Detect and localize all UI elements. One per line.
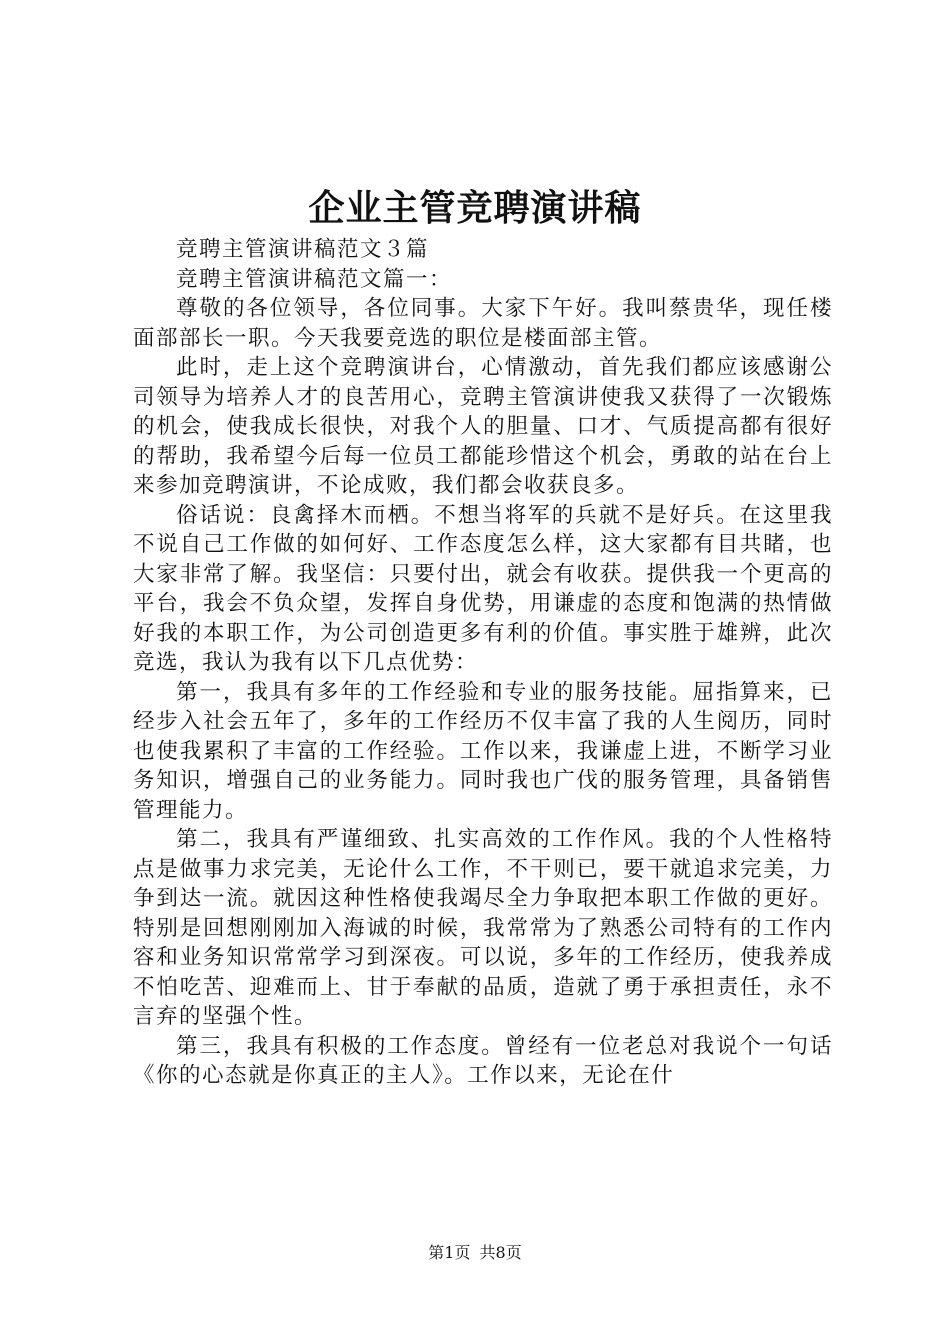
document-body xyxy=(133,235,833,1091)
paragraph-first-point: 第一，我具有多年的工作经验和专业的服务技能。屈指算来，已经步入社会五年了，多年的工作经历不仅丰富了我的人生阅历，同时也使我累积了丰富的工作经验。工作以来，我谦虚上进，不断学习业务知识，增强自己的业务能力。同时我也广伐的服务管理，具备销售管理能力。 xyxy=(133,679,833,823)
paragraph-opening: 此时，走上这个竞聘演讲台，心情激动，首先我们都应该感谢公司领导为培养人才的良苦用心，竞聘主管演讲使我又获得了一次锻炼的机会，使我成长很快，对我个人的胆量、口才、气质提高都有很好的帮助，我希望今后每一位员工都能珍惜这个机会，勇敢的站在台上来参加竞聘演讲，不论成败，我们都会收获良多。 xyxy=(133,355,833,498)
page-number: 第1页 xyxy=(428,1243,471,1262)
paragraph-proverb: 俗话说：良禽择木而栖。不想当将军的兵就不是好兵。在这里我不说自己工作做的如何好、工作态度怎么样，这大家都有目共睹，也大家非常了解。我坚信：只要付出，就会有收获。提供我一个更高的平台，我会不负众望，发挥自身优势，用谦虚的态度和饱满的热情做好我的本职工作，为公司创造更多有利的价值。事实胜于雄辨，此次竞选，我认为我有以下几点优势： xyxy=(133,502,833,675)
paragraph-subtitle: 竞聘主管演讲稿范文３篇 xyxy=(176,237,430,262)
paragraph-greeting: 尊敬的各位领导，各位同事。大家下午好。我叫蔡贵华，现任楼面部部长一职。今天我要竞选的职位是楼面部主管。 xyxy=(133,296,833,351)
paragraph-second-point: 第二，我具有严谨细致、扎实高效的工作作风。我的个人性格特点是做事力求完美，无论什么工作，不干则已，要干就追求完美，力争到达一流。就因这种性格使我竭尽全力争取把本职工作做的更好。特别是回想刚刚加入海诚的时候，我常常为了熟悉公司特有的工作内容和业务知识常常学习到深夜。可以说，多年的工作经历，使我养成不怕吃苦、迎难而上、甘于奉献的品质，造就了勇于承担责任，永不言弃的坚强个性。 xyxy=(133,827,833,1029)
paragraph-section-heading: 竞聘主管演讲稿范文篇一： xyxy=(176,266,453,292)
page-total: 共8页 xyxy=(479,1243,522,1262)
page-footer xyxy=(0,1243,950,1263)
document-title: 企业主管竞聘演讲稿 xyxy=(308,187,642,229)
paragraph-third-point: 第三，我具有积极的工作态度。曾经有一位老总对我说个一句话《你的心态就是你真正的主人》。工作以来，无论在什 xyxy=(133,1033,833,1088)
